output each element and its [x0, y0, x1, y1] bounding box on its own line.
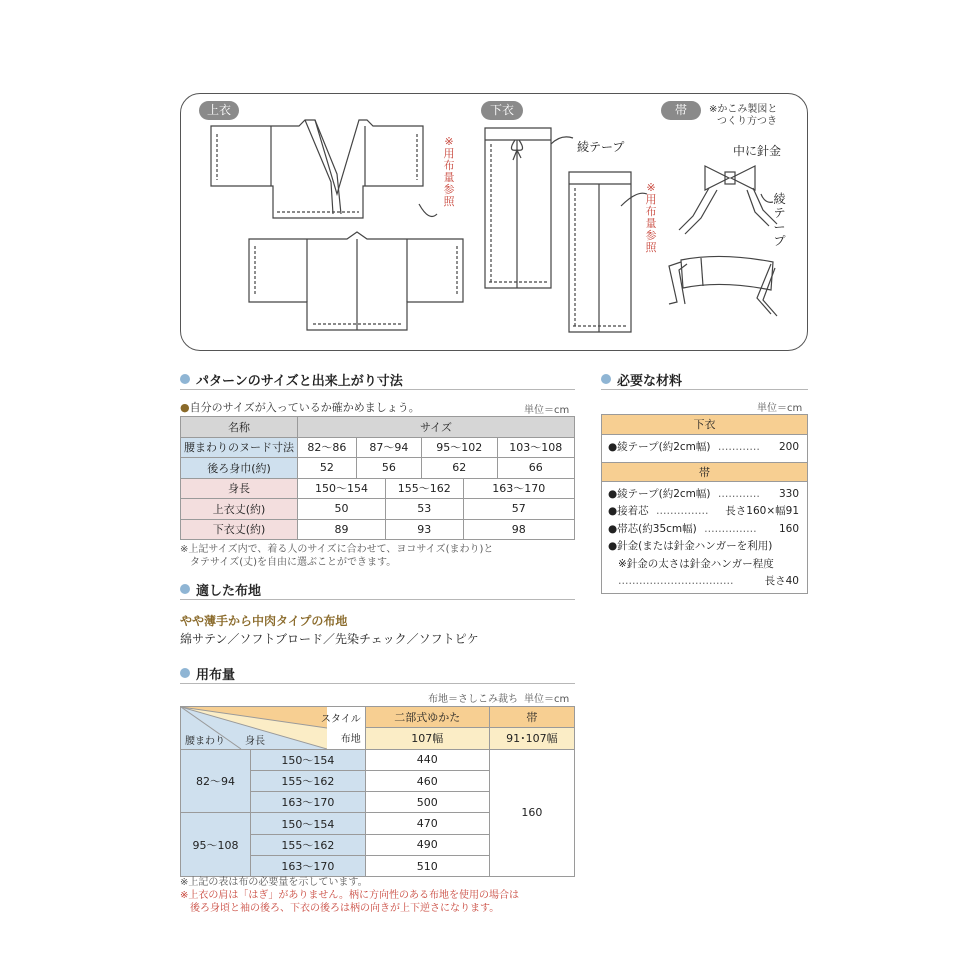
wire-line1: ●針金(または針金ハンガーを利用) [608, 540, 773, 552]
waist-value: 82～86 [298, 437, 357, 458]
top-length-value: 53 [386, 499, 463, 520]
diag-fabric-label: 布地 [340, 734, 361, 745]
materials-obi-header: 帯 [602, 462, 807, 482]
list-item [602, 439, 807, 457]
back-width-value: 66 [497, 458, 574, 479]
list-item [602, 486, 807, 504]
pattern-unit: 単位＝cm [524, 405, 570, 416]
pattern-instruction-text: 自分のサイズが入っているか確かめましょう。 [189, 401, 420, 414]
yukata-amount: 510 [365, 856, 489, 877]
material-name: ●綾テープ(約2cm幅) [608, 441, 711, 453]
yukata-amount: 470 [365, 813, 489, 834]
col-yukata-header: 二部式ゆかた [365, 707, 489, 728]
pattern-size-table [180, 416, 575, 540]
list-item [602, 521, 807, 539]
bottom-length-value: 89 [298, 519, 386, 540]
garment-illustrations [181, 94, 809, 352]
suitable-fabric-title: 適した布地 [196, 584, 262, 599]
table-row [181, 458, 575, 479]
yukata-amount: 440 [365, 749, 489, 770]
materials-title: 必要な材料 [617, 374, 683, 389]
materials-bottom-header: 下衣 [602, 415, 807, 435]
table-row [181, 519, 575, 540]
obi-band-drawing [669, 256, 777, 316]
diag-waist-label: 腰まわり [185, 735, 225, 747]
aya-tape-label-obi: 綾テープ [773, 192, 786, 248]
leader-dots: …………… [704, 522, 757, 535]
bottom-length-value: 93 [386, 519, 463, 540]
section-dot-icon [180, 374, 190, 384]
table-header-row [181, 707, 575, 728]
diag-height-label: 身長 [245, 735, 265, 747]
material-name: ●綾テープ(約2cm幅) [608, 487, 711, 500]
col-name-header: 名称 [181, 417, 298, 438]
col-obi-header: 帯 [489, 707, 574, 728]
jacket-back-drawing [249, 232, 463, 330]
fabric-amount-section-heading [180, 664, 575, 684]
section-dot-icon [601, 374, 611, 384]
jacket-front-drawing [211, 120, 423, 218]
obi-note-line2: つくり方つき [717, 116, 777, 127]
table-row [181, 499, 575, 520]
waist-group-label: 95～108 [181, 813, 251, 877]
aya-tape-label-pants: 綾テープ [577, 140, 625, 154]
yukata-amount: 500 [365, 792, 489, 813]
pants-back-drawing [569, 172, 631, 332]
material-name: ●帯芯(約35cm幅) [608, 522, 697, 535]
diag-style-label: スタイル [320, 714, 361, 725]
bottom-garment-label: 下衣 [481, 101, 523, 120]
back-width-label: 後ろ身巾(約) [181, 458, 298, 479]
waist-value: 103～108 [497, 437, 574, 458]
yukata-amount: 460 [365, 770, 489, 791]
fabric-amount-title: 用布量 [196, 668, 236, 683]
top-length-value: 57 [463, 499, 575, 520]
leader-dots: ………… [717, 441, 760, 453]
table-row [181, 478, 575, 499]
section-dot-icon [180, 668, 190, 678]
material-value: 160 [778, 522, 799, 535]
fabric-amount-unit: 単位＝cm [524, 694, 570, 705]
list-item [602, 503, 807, 521]
bottom-length-label: 下衣丈(約) [181, 519, 298, 540]
obi-note-line1: ※かこみ製図と [709, 104, 778, 115]
height-value: 155～162 [386, 478, 463, 499]
table-row [181, 437, 575, 458]
table-row [181, 749, 575, 770]
list-item [602, 573, 807, 591]
back-width-value: 52 [298, 458, 357, 479]
col-size-header: サイズ [298, 417, 575, 438]
back-width-value: 56 [356, 458, 421, 479]
materials-unit: 単位＝cm [757, 403, 803, 414]
leader-dots: …………………………… [618, 575, 734, 587]
height-cell: 163～170 [251, 792, 366, 813]
suitable-fabric-section-heading [180, 580, 575, 600]
illustration-panel [180, 93, 808, 351]
yukata-amount: 490 [365, 834, 489, 855]
waist-group-label: 82～94 [181, 749, 251, 813]
material-value: 長さ40 [764, 575, 799, 587]
height-cell: 150～154 [251, 813, 366, 834]
pattern-note-line2: タテサイズ(丈)を自由に選ぶことができます。 [190, 557, 397, 568]
fabric-reference-note-top: ※用布量参照 [443, 135, 455, 208]
bottom-length-value: 98 [463, 519, 575, 540]
waist-value: 95～102 [421, 437, 497, 458]
material-value: 200 [778, 441, 799, 453]
obi-width: 91･107幅 [489, 728, 574, 749]
materials-section-heading [601, 370, 808, 390]
fabric-cutting-note: 布地＝さしこみ裁ち [428, 694, 518, 705]
pattern-instruction [180, 399, 420, 415]
top-length-label: 上衣丈(約) [181, 499, 298, 520]
height-cell: 150～154 [251, 749, 366, 770]
waist-value: 87～94 [356, 437, 421, 458]
diagonal-header-cell [181, 707, 366, 750]
amount-note2-line1: ※上衣の肩は「はぎ」がありません。柄に方向性のある布地を使用の場合は [180, 890, 519, 901]
table-header-row [181, 417, 575, 438]
wire-line2: ※針金の太さは針金ハンガー程度 [618, 557, 774, 570]
fabric-list: 綿サテン／ソフトブロード／先染チェック／ソフトピケ [180, 632, 479, 646]
fabric-reference-note-bottom: ※用布量参照 [645, 181, 657, 254]
pattern-note-line1: ※上記サイズ内で、着る人のサイズに合わせて、ヨコサイズ(まわり)と [180, 544, 494, 555]
wire-inside-label: 中に針金 [733, 144, 782, 158]
pattern-size-title: パターンのサイズと出来上がり寸法 [196, 374, 403, 389]
height-value: 150～154 [298, 478, 386, 499]
section-dot-icon [180, 584, 190, 594]
yukata-width: 107幅 [365, 728, 489, 749]
height-cell: 155～162 [251, 834, 366, 855]
bullet-icon: ● [180, 401, 190, 414]
materials-box [601, 414, 808, 594]
height-cell: 155～162 [251, 770, 366, 791]
obi-label: 帯 [661, 101, 701, 120]
leader-dots: ………… [717, 487, 760, 500]
material-value: 長さ160×幅91 [725, 505, 799, 517]
back-width-value: 62 [421, 458, 497, 479]
waist-label: 腰まわりのヌード寸法 [181, 437, 298, 458]
amount-note1: ※上記の表は布の必要量を示しています。 [180, 877, 368, 888]
height-cell: 163～170 [251, 856, 366, 877]
height-value: 163～170 [463, 478, 575, 499]
height-label: 身長 [181, 478, 298, 499]
leader-dots: …………… [656, 505, 709, 517]
top-length-value: 50 [298, 499, 386, 520]
material-value: 330 [778, 487, 799, 500]
obi-amount: 160 [489, 749, 574, 877]
obi-bow-drawing [679, 166, 777, 234]
amount-note2-line2: 後ろ身頃と袖の後ろ、下衣の後ろは柄の向きが上下逆さになります。 [190, 903, 500, 914]
fabric-subtitle: やや薄手から中肉タイプの布地 [180, 614, 348, 628]
material-name: ●接着芯 [608, 505, 649, 517]
top-garment-label: 上衣 [199, 101, 239, 120]
fabric-amount-table [180, 706, 575, 877]
pattern-size-section-heading [180, 370, 575, 390]
